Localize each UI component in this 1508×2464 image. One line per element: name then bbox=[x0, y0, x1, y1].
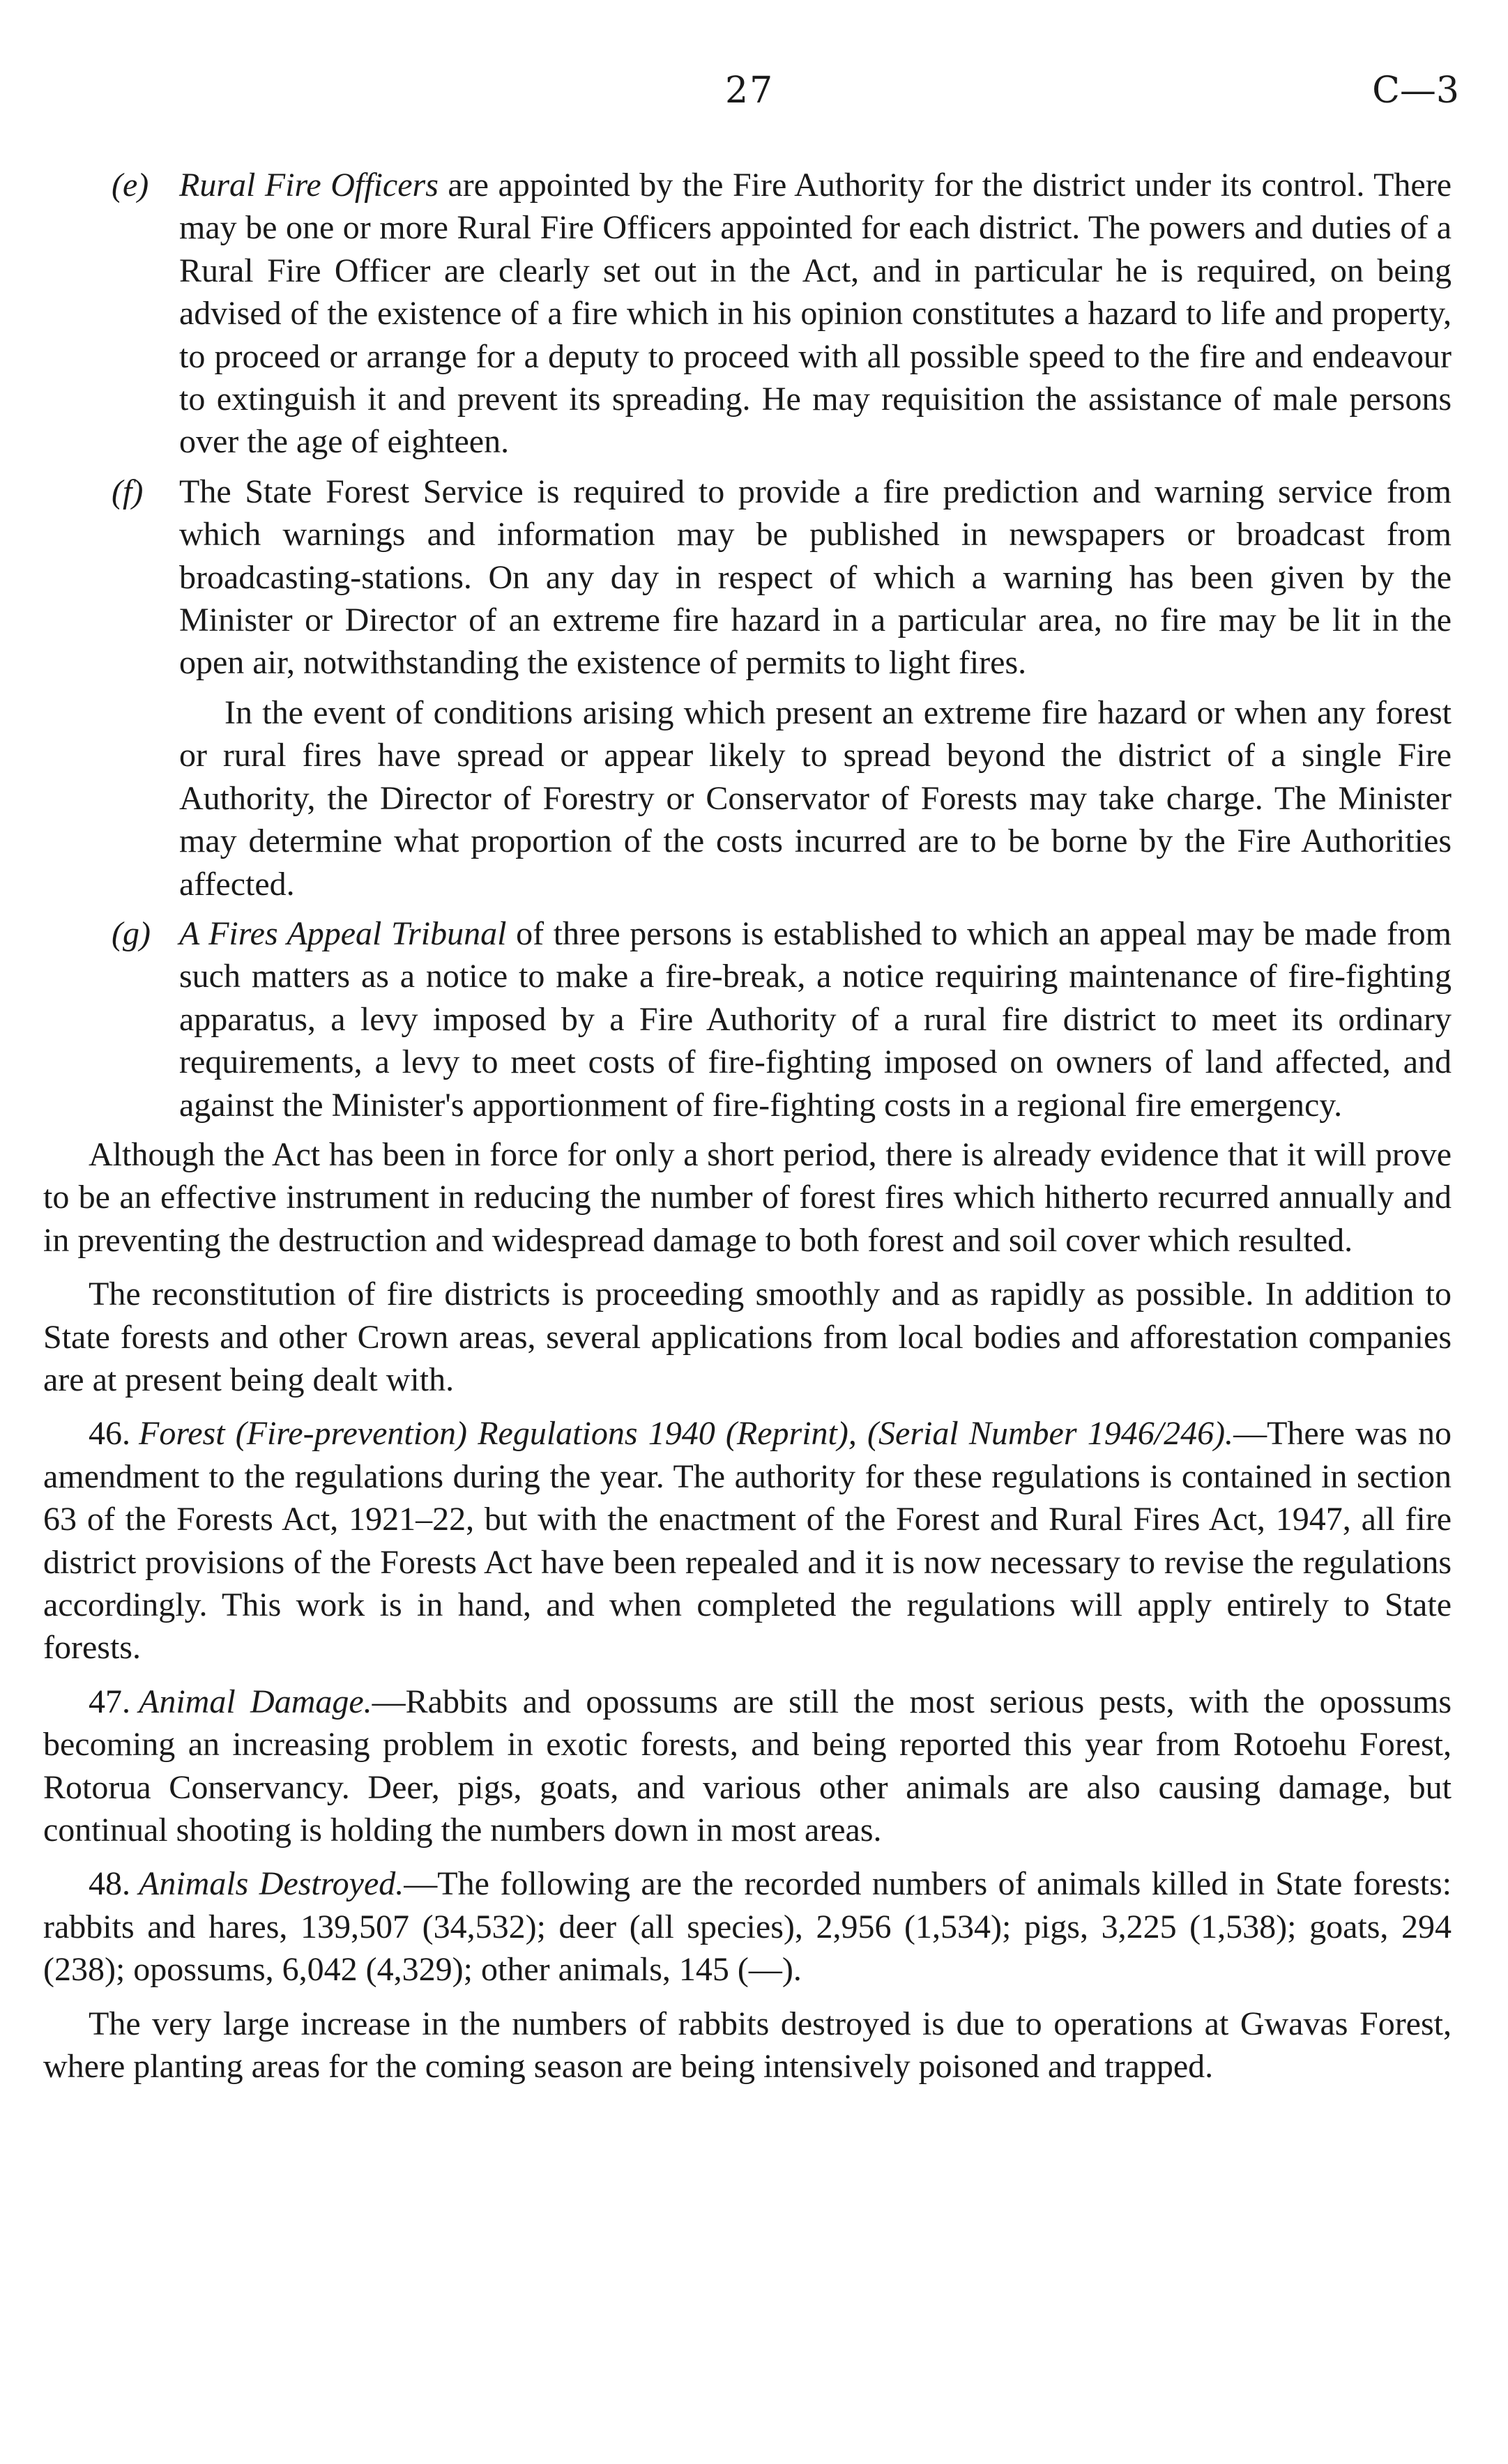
item-text: of three persons is established to which an appeal may be made from such matters as a notice to make a fire-break, a notice requiring maintenance of fire-fighting apparatus, a levy imposed by a Fire Authority of a rural fire district to meet its ordinary requirements, a levy to meet costs of fire-fighting imposed on owners of land affected, and against the Minister's apportionment of fire-fighting costs in a regional fire emergency. bbox=[179, 915, 1452, 1124]
section-text: —Rabbits and opossums are still the most serious pests, with the opossums becoming an increasing problem in exotic forests, and being reported this year from Rotoehu Forest, Rotorua Conservancy. Deer, pigs, goats, and various other animals are also causing damage, but continual shooting is holding the numbers down in most areas. bbox=[43, 1683, 1452, 1849]
item-lead-term: A Fires Appeal Tribunal bbox=[179, 915, 507, 952]
page-reference: C—3 bbox=[1372, 70, 1459, 112]
section-48 bbox=[43, 1862, 1452, 1991]
section-number: 46. bbox=[89, 1415, 130, 1453]
section-46 bbox=[43, 1412, 1452, 1669]
section-text: —There was no amendment to the regulations during the year. The authority for these regulations is contained in section 63 of the Forests Act, 1921–22, but with the enactment of the Forest and Rural Fires Act, 1947, all fire district provisions of the Forests Act have been repealed and it is now necessary to revise the regulations accordingly. This work is in hand, and when completed the regulations will apply entirely to State forests. bbox=[43, 1415, 1452, 1667]
item-lead-term: Rural Fire Officers bbox=[179, 167, 439, 204]
paragraph-act-evidence: Although the Act has been in force for only a short period, there is already evidence that it will prove to be an effective instrument in reducing the number of forest fires which hitherto recurred annually and in preventing the destruction and widespread damage to both forest and soil cover which resulted. bbox=[43, 1135, 1452, 1259]
item-label: (e) bbox=[112, 167, 149, 204]
page-number: 27 bbox=[725, 70, 775, 112]
section-title: Animals Destroyed. bbox=[139, 1865, 404, 1903]
section-text: —The following are the recorded numbers of animals killed in State forests: rabbits and hares, 139,507 (34,532); deer (all species), 2,956 (1,534); pigs, 3,225 (1,538); goats, 294 (238); opossums, 6,042 (4,329); other animals, 145 (—). bbox=[43, 1865, 1452, 1989]
section-47 bbox=[43, 1681, 1452, 1852]
section-number: 47. bbox=[89, 1683, 130, 1720]
paragraph-rabbit-increase: The very large increase in the numbers of rabbits destroyed is due to operations at Gwavas Forest, where planting areas for the coming season are being intensively poisoned and trapped. bbox=[43, 2005, 1452, 2086]
list-item-e bbox=[43, 164, 1452, 464]
item-label: (f) bbox=[112, 473, 144, 510]
section-number: 48. bbox=[89, 1865, 130, 1903]
list-item-g bbox=[43, 912, 1452, 1126]
paragraph-fire-districts: The reconstitution of fire districts is proceeding smoothly and as rapidly as possible. In addition to State forests and other Crown areas, several applications from local bodies and afforestation companies are at present being dealt with. bbox=[43, 1276, 1452, 1398]
item-label: (g) bbox=[112, 915, 151, 952]
document-body bbox=[43, 164, 1452, 2099]
page-header bbox=[0, 70, 1508, 118]
section-title: Forest (Fire-prevention) Regulations 1940 (Reprint), (Serial Number 1946/246). bbox=[139, 1415, 1234, 1453]
list-item-f bbox=[43, 470, 1452, 684]
item-text: The State Forest Service is required to provide a fire prediction and warning service from which warnings and information may be published in newspapers or broadcast from broadcasting-stations. On any day in respect of which a warning has been given by the Minister or Director of an extreme fire hazard in a particular area, no fire may be lit in the open air, notwithstanding the existence of permits to light fires. bbox=[179, 473, 1452, 682]
item-text: are appointed by the Fire Authority for the district under its control. There may be one or more Rural Fire Officers appointed for each district. The powers and duties of a Rural Fire Officer are clearly set out in the Act, and in particular he is required, on being advised of the existence of a fire which in his opinion constitutes a hazard to life and property, to proceed or arrange for a deputy to proceed with all possible speed to the fire and endeavour to extinguish it and prevent its spreading. He may requisition the assistance of male persons over the age of eighteen. bbox=[179, 167, 1452, 461]
list-item-f-continuation: In the event of conditions arising which present an extreme fire hazard or when any forest or rural fires have spread or appear likely to spread beyond the district of a single Fire Authority, the Director of Forestry or Conservator of Forests may take charge. The Minister may determine what proportion of the costs incurred are to be borne by the Fire Authorities affected. bbox=[179, 694, 1452, 903]
section-title: Animal Damage. bbox=[139, 1683, 372, 1720]
